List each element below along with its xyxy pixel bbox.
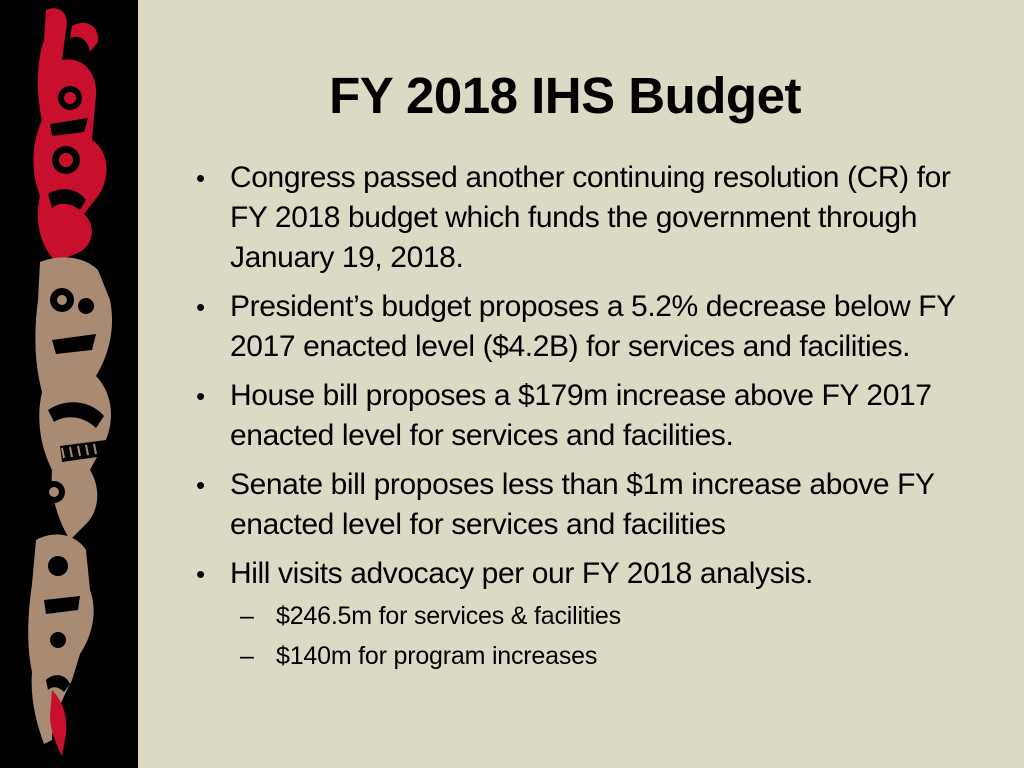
bullet-text: Congress passed another continuing resolution (CR) for FY 2018 budget which funds the government through January 19, 2018. bbox=[230, 161, 951, 274]
sub-bullet-item bbox=[230, 636, 982, 676]
bullet-text: Hill visits advocacy per our FY 2018 analysis. bbox=[230, 557, 813, 590]
sub-bullet-marker: – bbox=[240, 642, 254, 670]
native-formline-art-panel bbox=[0, 0, 138, 768]
bullet-marker: • bbox=[196, 163, 205, 193]
sub-bullet-marker: – bbox=[240, 602, 254, 630]
bullet-item bbox=[192, 554, 982, 676]
sub-bullet-text: $246.5m for services & facilities bbox=[276, 602, 621, 630]
content-panel bbox=[138, 0, 1024, 768]
bullet-marker: • bbox=[196, 381, 205, 411]
bullet-item bbox=[192, 376, 982, 456]
bullet-item bbox=[192, 465, 982, 545]
bullet-marker: • bbox=[196, 470, 205, 500]
slide-title: FY 2018 IHS Budget bbox=[329, 67, 801, 124]
bullet-item bbox=[192, 158, 982, 278]
sub-bullet-list bbox=[230, 596, 982, 676]
bullet-text: President’s budget proposes a 5.2% decrease below FY 2017 enacted level ($4.2B) for services and facilities. bbox=[230, 290, 956, 363]
bullet-item bbox=[192, 287, 982, 367]
sub-bullet-item bbox=[230, 596, 982, 636]
bullet-text: Senate bill proposes less than $1m increase above FY enacted level for services and facilities bbox=[230, 468, 935, 541]
bullet-text: House bill proposes a $179m increase above FY 2017 enacted level for services and facilities. bbox=[230, 379, 932, 452]
bullet-marker: • bbox=[196, 559, 205, 589]
bullet-marker: • bbox=[196, 292, 205, 322]
totem-formline-art bbox=[0, 0, 138, 768]
sub-bullet-text: $140m for program increases bbox=[276, 642, 598, 670]
bullet-list bbox=[192, 158, 982, 685]
